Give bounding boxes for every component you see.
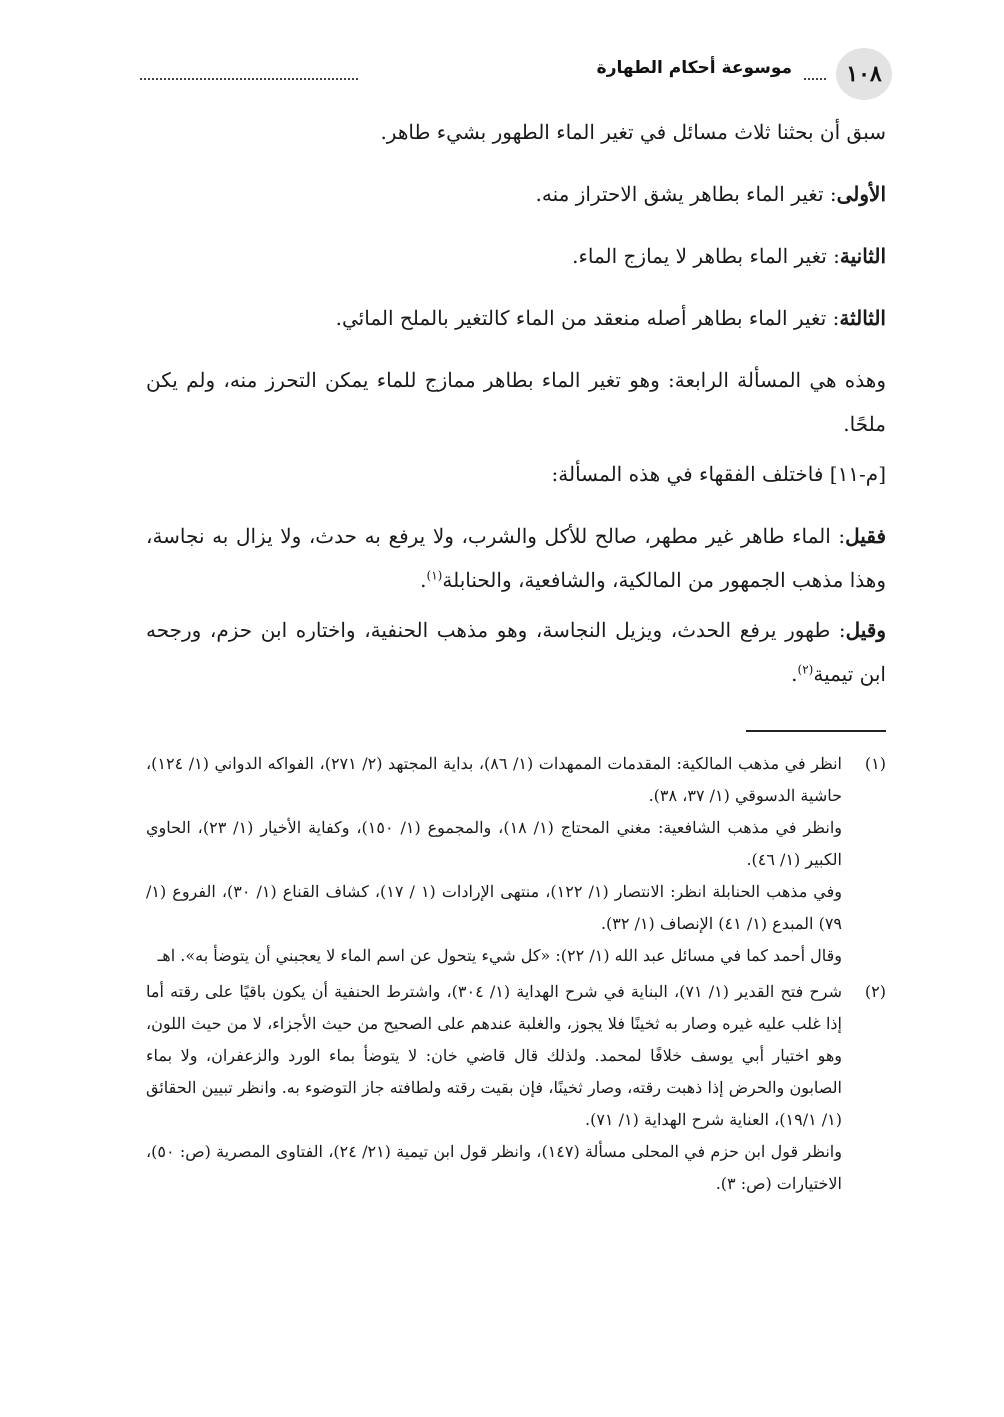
opinion-first-end: .: [420, 568, 427, 592]
footnote-separator: [746, 730, 886, 732]
header-dots-right: [804, 78, 826, 80]
footnote-ref-1[interactable]: (١): [426, 568, 443, 583]
footnote-number: (٢): [864, 982, 886, 1001]
issue-second-text: : تغير الماء بطاهر لا يمازج الماء.: [572, 244, 840, 268]
issue-first-text: : تغير الماء بطاهر يشق الاحتراز منه.: [535, 182, 837, 206]
dispute-paragraph: [146, 452, 886, 496]
main-text: [146, 110, 886, 714]
opinion-first-label: فقيل: [845, 524, 886, 548]
footnote-paragraph: وانظر في مذهب الشافعية: مغني المحتاج (١/ ١٨)، والمجموع (١/ ١٥٠)، وكفاية الأخيار (١/ ٢٣)، الحاوي الكبير (١/ ٤٦).: [146, 818, 843, 869]
page-header: [140, 48, 892, 100]
intro-paragraph: [146, 110, 886, 154]
issue-first: [146, 172, 886, 216]
footnote-body: [146, 976, 842, 1200]
intro-text: سبق أن بحثنا ثلاث مسائل في تغير الماء الطهور بشيء طاهر.: [380, 120, 886, 144]
footnote-1: [146, 748, 886, 972]
footnote-paragraph: وفي مذهب الحنابلة انظر: الانتصار (١/ ١٢٢)، منتهى الإرادات (١ / ١٧)، كشاف القناع (١/ ٣٠)، الفروع (١/ ٧٩) المبدع (١/ ٤١) الإنصاف (١/ ٣٢).: [146, 882, 843, 933]
issue-third: [146, 296, 886, 340]
footnote-paragraph: انظر في مذهب المالكية: المقدمات الممهدات (١/ ٨٦)، بداية المجتهد (٢/ ٢٧١)، الفواكه الدواني (١/ ١٢٤)، حاشية الدسوقي (١/ ٣٧، ٣٨).: [146, 754, 842, 805]
footnote-paragraph: وقال أحمد كما في مسائل عبد الله (١/ ٢٢): «كل شيء يتحول عن اسم الماء لا يعجبني أن يتوضأ به». اهـ: [157, 946, 842, 965]
issue-first-label: الأولى: [836, 182, 886, 206]
opinion-second-text: : طهور يرفع الحدث، ويزيل النجاسة، وهو مذهب الحنفية، واختاره ابن حزم، ورجحه ابن تيمية: [146, 618, 886, 686]
footnote-ref-2[interactable]: (٢): [797, 662, 814, 677]
header-dots-left: [140, 78, 358, 80]
footnote-2: [146, 976, 886, 1200]
opinion-second: [146, 608, 886, 696]
footnotes: [146, 748, 886, 1204]
opinion-first: [146, 514, 886, 602]
footnote-number: (١): [864, 754, 886, 773]
issue-second-label: الثانية: [839, 244, 886, 268]
issue-third-label: الثالثة: [839, 306, 886, 330]
fourth-issue-text: وهذه هي المسألة الرابعة: وهو تغير الماء بطاهر ممازج للماء يمكن التحرز منه، ولم يكن ملحًا.: [146, 368, 886, 436]
footnote-paragraph: شرح فتح القدير (١/ ٧١)، البناية في شرح الهداية (١/ ٣٠٤)، واشترط الحنفية أن يكون باقيًا على رقته أما إذا غلب عليه غيره وصار به ثخينًا فلا يجوز، والغلبة عندهم على الصحيح من حيث الأجزاء، لا من حيث اللون، وهو اختيار أبي يوسف خلافًا لمحمد. ولذلك قال قاضي خان: لا يتوضأ بماء الورد والزعفران، ولا بماء الصابون والحرض إذا ذهبت رقته، وصار ثخينًا، فإن بقيت رقته ولطافته جاز التوضوء به. وانظر تبيين الحقائق (١/ ١٩/١)، العناية شرح الهداية (١/ ٧١).: [146, 982, 842, 1129]
opinion-first-text: : الماء طاهر غير مطهر، صالح للأكل والشرب، ولا يرفع به حدث، ولا يزال به نجاسة، وهذا مذهب الجمهور من المالكية، والشافعية، والحنابلة: [146, 524, 886, 592]
issue-third-text: : تغير الماء بطاهر أصله منعقد من الماء كالتغير بالملح المائي.: [335, 306, 840, 330]
page-number: ١٠٨: [836, 48, 892, 100]
fourth-issue-paragraph: [146, 358, 886, 446]
footnote-paragraph: وانظر قول ابن حزم في المحلى مسألة (١٤٧)، وانظر قول ابن تيمية (٢١/ ٢٤)، الفتاوى المصرية (ص: ٥٠)، الاختيارات (ص: ٣).: [146, 1142, 842, 1193]
footnote-body: [146, 748, 842, 972]
book-title: موسوعة أحكام الطهارة: [596, 58, 792, 78]
issue-second: [146, 234, 886, 278]
dispute-text: [م-١١] فاختلف الفقهاء في هذه المسألة:: [551, 462, 886, 486]
opinion-second-label: وقيل: [845, 618, 886, 642]
opinion-second-end: .: [791, 662, 798, 686]
